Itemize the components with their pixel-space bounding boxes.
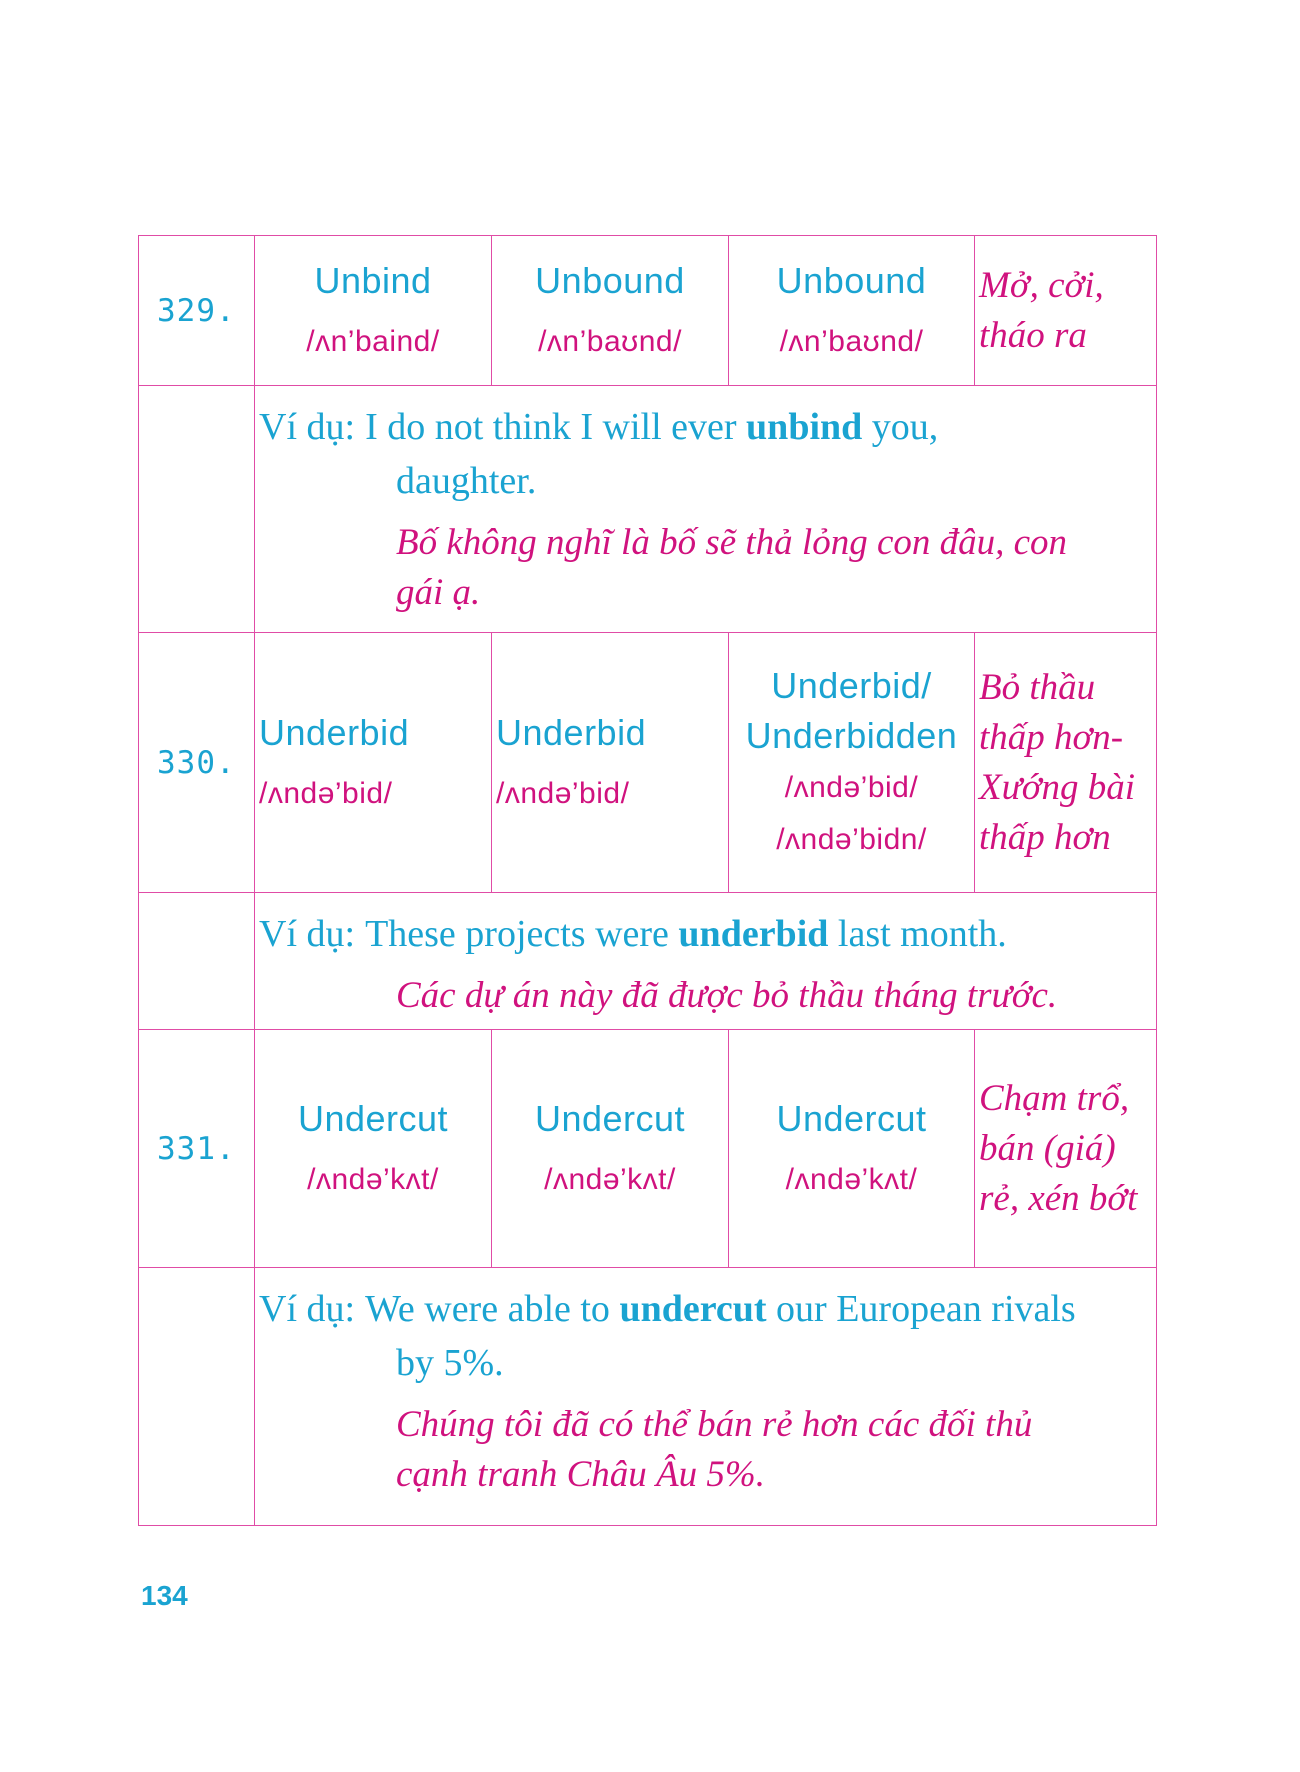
verb-ipa: /ʌndə’bid/ [496,776,630,810]
verb-ipa: /ʌn’baind/ [306,324,440,358]
highlighted-verb: unbind [746,406,863,448]
verb-ipa: /ʌndə’kʌt/ [785,1162,918,1196]
verb-word: Unbind [314,259,432,301]
meaning [979,1074,1156,1224]
verb-word: Undercut [534,1097,686,1139]
past-form [492,1030,728,1267]
verb-ipa: /ʌndə’kʌt/ [307,1162,439,1196]
past-participle-form [729,236,974,385]
verb-table [138,235,1157,1526]
example-vietnamese: Chúng tôi đã có thể bán rẻ hơn các đối thủ cạnh tranh Châu Âu 5%. [396,1404,1033,1495]
verb-word: Unbound [535,259,685,301]
meaning-line: Bỏ thầu [979,666,1096,708]
example-label: Ví dụ: [259,1288,356,1330]
verb-row-329 [139,236,1157,386]
meaning [979,261,1156,361]
meaning-line: thấp hơn [979,816,1111,858]
past-form [492,236,728,385]
verb-word: Underbid [259,711,410,753]
example-label: Ví dụ: [259,406,356,448]
base-form [255,1030,491,1267]
past-participle-form [729,1030,974,1267]
past-form [492,633,728,892]
verb-ipa: /ʌn’baʊnd/ [538,324,682,358]
verb-word: Undercut [297,1097,449,1139]
meaning [979,663,1156,863]
verb-word: Unbound [776,259,927,301]
example [255,1268,1156,1508]
example-english: Ví dụ: These projects were underbid last month. [259,913,1007,955]
example [255,386,1156,626]
entry-number: 330. [157,744,236,781]
meaning-line: tháo ra [979,314,1087,356]
highlighted-verb: undercut [619,1288,767,1330]
example [255,893,1156,1029]
example-vietnamese: Các dự án này đã được bỏ thầu tháng trước. [396,975,1058,1016]
meaning-line: rẻ, xén bớt [979,1177,1138,1219]
verb-ipa: /ʌn’baʊnd/ [779,324,924,358]
example-row-329 [139,386,1157,633]
past-participle-form [729,633,974,892]
verb-row-331 [139,1030,1157,1268]
meaning-line: thấp hơn- [979,716,1124,758]
example-vietnamese: Bố không nghĩ là bố sẽ thả lỏng con đâu, con gái ạ. [396,522,1068,613]
verb-ipa: /ʌndə’bidn/ [776,822,927,856]
verb-ipa: /ʌndə’bid/ [259,776,393,810]
meaning-line: bán (giá) [979,1127,1116,1169]
meaning-line: Mở, cởi, [979,264,1104,306]
verb-ipa: /ʌndə’bid/ [784,770,919,804]
page-number: 134 [141,1580,188,1611]
meaning-line: Chạm trổ, [979,1077,1130,1119]
entry-number: 329. [157,292,236,329]
meaning-line: Xướng bài [979,766,1136,808]
verb-word: Underbid [496,711,647,753]
verb-row-330 [139,633,1157,893]
example-label: Ví dụ: [259,913,356,955]
base-form [255,236,491,385]
verb-word: Underbid/ [771,664,932,706]
verb-word: Underbidden [745,714,958,756]
verb-ipa: /ʌndə’kʌt/ [544,1162,676,1196]
example-english: Ví dụ: We were able to undercut our European rivals by 5%. [259,1288,1076,1384]
entry-number: 331. [157,1130,236,1167]
example-row-330 [139,893,1157,1030]
highlighted-verb: underbid [678,913,829,955]
verb-word: Undercut [776,1097,927,1139]
example-english: Ví dụ: I do not think I will ever unbind you, daughter. [259,406,939,502]
base-form [255,633,491,892]
example-row-331 [139,1268,1157,1526]
